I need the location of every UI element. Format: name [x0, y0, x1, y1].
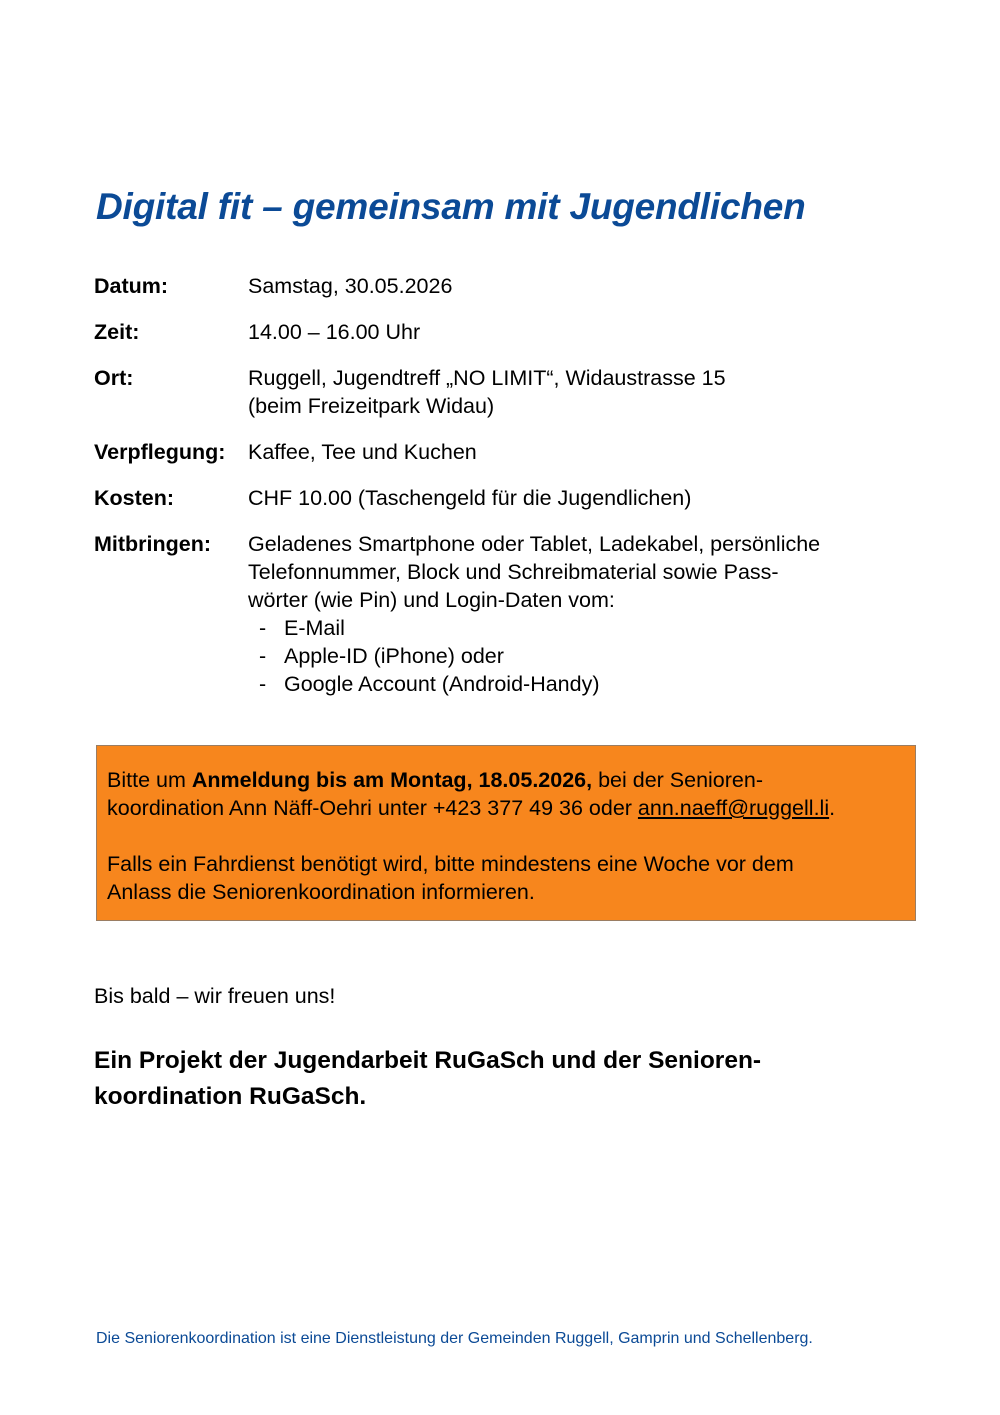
- detail-label-zeit: Zeit:: [94, 320, 140, 344]
- detail-row-zeit: [94, 318, 914, 346]
- detail-row-kosten: [94, 484, 914, 512]
- email-link[interactable]: ann.naeff@ruggell.li: [637, 796, 830, 820]
- project-line-1: Ein Projekt der Jugendarbeit RuGaSch und der Senioren-: [94, 1047, 762, 1074]
- registration-contact: koordination Ann Näff-Oehri unter +423 377 49 36 oder: [107, 796, 638, 820]
- detail-value-zeit: 14.00 – 16.00 Uhr: [248, 320, 421, 344]
- detail-label-kosten: Kosten:: [94, 486, 175, 510]
- mitbringen-line-1: Geladenes Smartphone oder Tablet, Ladekabel, persönliche: [248, 532, 821, 556]
- mitbringen-list: [248, 614, 914, 698]
- registration-deadline: Anmeldung bis am Montag, 18.05.2026,: [191, 768, 593, 792]
- mitbringen-line-2: Telefonnummer, Block und Schreibmaterial sowie Pass-: [248, 560, 779, 584]
- detail-value-mitbringen: [248, 530, 914, 698]
- ort-line-location-hint: (beim Freizeitpark Widau): [248, 394, 495, 418]
- list-item-text: Google Account (Android-Handy): [284, 672, 600, 696]
- transport-paragraph: [107, 850, 905, 906]
- list-item-text: Apple-ID (iPhone) oder: [284, 644, 504, 668]
- list-item: [259, 614, 914, 642]
- footer-note: Die Seniorenkoordination ist eine Dienstleistung der Gemeinden Ruggell, Gamprin und Schellenberg.: [96, 1330, 813, 1347]
- greeting-text: Bis bald – wir freuen uns!: [94, 984, 336, 1008]
- project-line-2: koordination RuGaSch.: [94, 1083, 367, 1110]
- list-item: [259, 670, 914, 698]
- detail-value-datum: Samstag, 30.05.2026: [248, 274, 453, 298]
- detail-row-mitbringen: [94, 530, 914, 698]
- registration-notice-box: [96, 745, 916, 921]
- detail-value-kosten: CHF 10.00 (Taschengeld für die Jugendlichen): [248, 486, 692, 510]
- detail-label-ort: Ort:: [94, 366, 134, 390]
- detail-value-verpflegung: Kaffee, Tee und Kuchen: [248, 440, 477, 464]
- list-item-text: E-Mail: [284, 616, 345, 640]
- transport-line-1: Falls ein Fahrdienst benötigt wird, bitte mindestens eine Woche vor dem: [107, 852, 794, 876]
- page-title: Digital fit – gemeinsam mit Jugendlichen: [96, 186, 806, 227]
- dash-bullet-icon: -: [259, 616, 267, 640]
- registration-text-post: bei der Senioren-: [592, 768, 764, 792]
- dash-bullet-icon: -: [259, 644, 267, 668]
- transport-line-2: Anlass die Seniorenkoordination informieren.: [107, 880, 535, 904]
- mitbringen-line-3: wörter (wie Pin) und Login-Daten vom:: [248, 588, 615, 612]
- registration-period: .: [829, 796, 836, 820]
- list-item: [259, 642, 914, 670]
- dash-bullet-icon: -: [259, 672, 267, 696]
- detail-label-datum: Datum:: [94, 274, 169, 298]
- detail-row-verpflegung: [94, 438, 914, 466]
- detail-value-ort: [248, 364, 914, 420]
- registration-text-pre: Bitte um: [107, 768, 192, 792]
- event-details: [94, 272, 914, 716]
- registration-paragraph: [107, 766, 905, 822]
- detail-label-mitbringen: Mitbringen:: [94, 532, 212, 556]
- project-statement: [94, 1043, 894, 1115]
- detail-row-ort: [94, 364, 914, 420]
- detail-label-verpflegung: Verpflegung:: [94, 440, 226, 464]
- detail-row-datum: [94, 272, 914, 300]
- ort-line-address: Ruggell, Jugendtreff „NO LIMIT“, Widaustrasse 15: [248, 366, 726, 390]
